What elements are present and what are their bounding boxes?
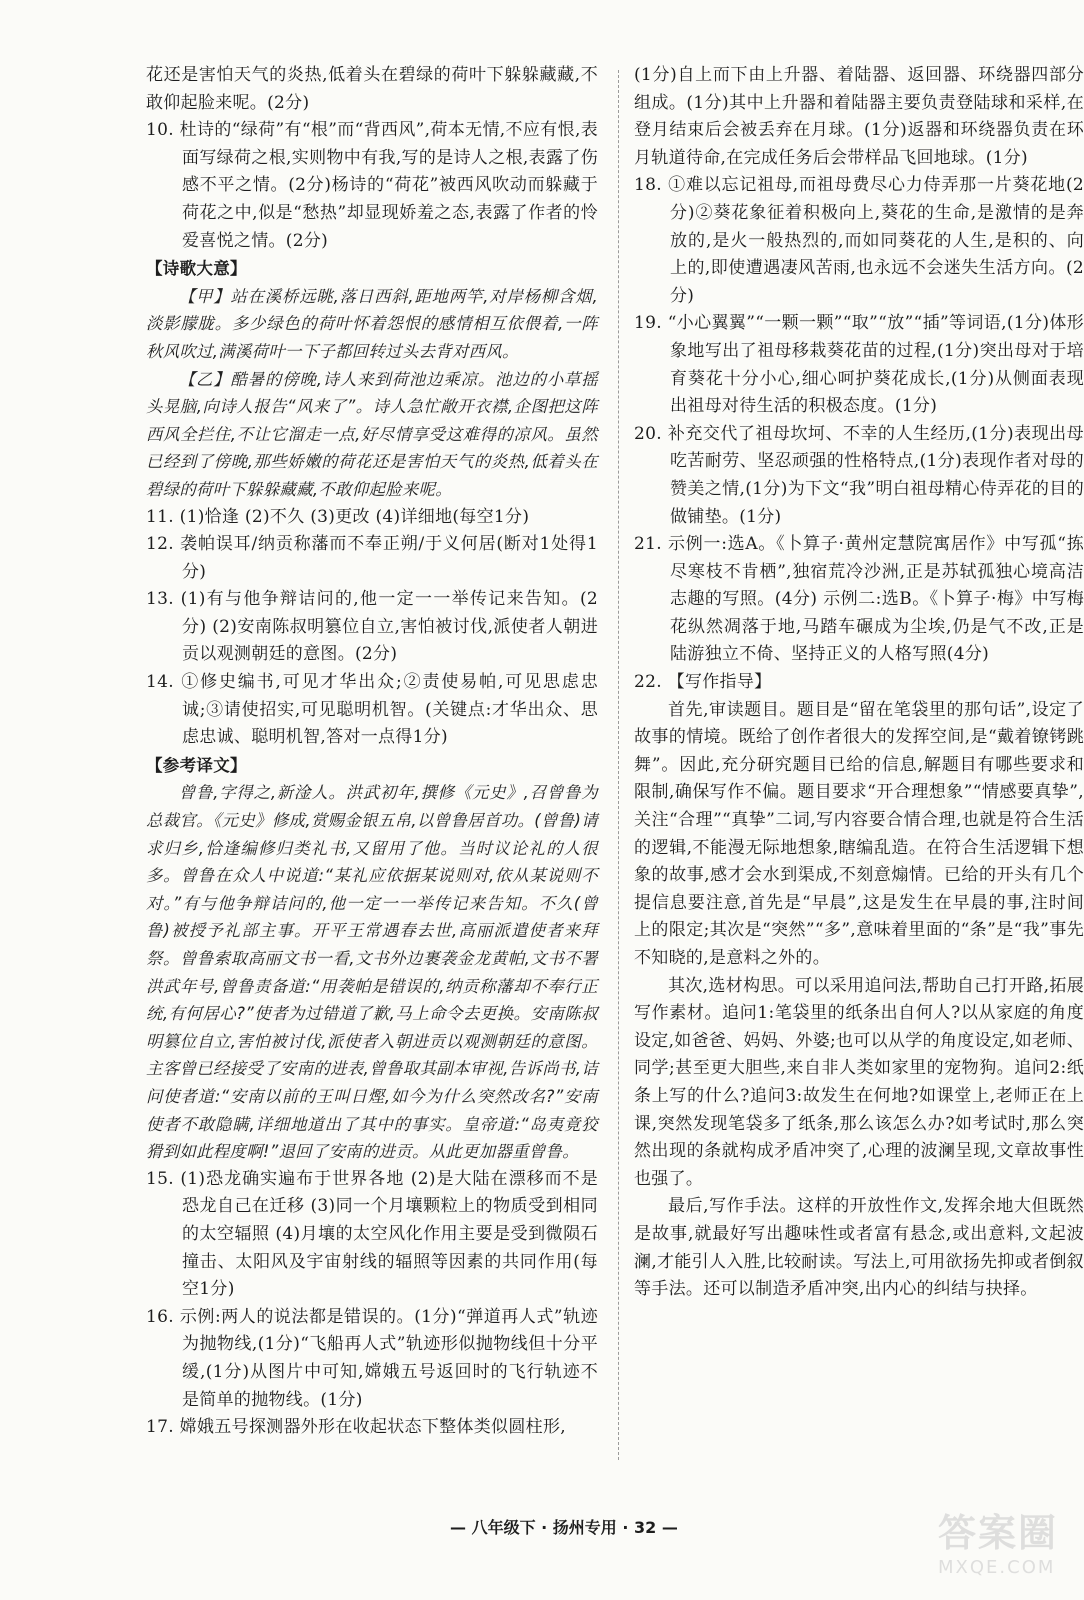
left-column bbox=[146, 62, 598, 1442]
left-column-item-1: 10. 杜诗的“绿荷”有“根”而“背西风”,荷本无情,不应有恨,表面写绿荷之根,实则物中有我,写的是诗人之根,表露了伤感不平之情。(2分)杨诗的“荷花”被西风吹动而躲藏于荷花之中,似是“愁热”却显现娇羞之态,表露了作者的怜爱喜悦之情。(2分) bbox=[146, 120, 598, 251]
right-column-item-2: 19. “小心翼翼”“一颗一颗”“取”“放”“插”等词语,(1分)体形象地写出了祖母移栽葵花苗的过程,(1分)突出母对于培育葵花十分小心,细心呵护葵花成长,(1分)从侧面表现出祖母对待生活的积极态度。(1分) bbox=[634, 313, 1084, 417]
right-column-item-1: 18. ①难以忘记祖母,而祖母费尽心力侍弄那一片葵花地(2分)②葵花象征着积极向上,葵花的生命,是激情的是奔放的,是火一般热烈的,而如同葵花的人生,是积的、向上的,即使遭遇凄风苦雨,也永远不会迷失生活方向。(2分) bbox=[634, 175, 1084, 306]
right-column-item-3: 20. 补充交代了祖母坎坷、不幸的人生经历,(1分)表现出母吃苦耐劳、坚忍顽强的性格特点,(1分)表现作者对母的赞美之情,(1分)为下文“我”明白祖母精心侍弄花的目的做铺垫。(1分) bbox=[634, 423, 1084, 527]
right-column bbox=[634, 62, 1084, 1304]
watermark-line2: MXQE.COM bbox=[938, 1557, 1056, 1578]
left-column-item-5: 11. (1)恰逢 (2)不久 (3)更改 (4)详细地(每空1分) bbox=[146, 506, 530, 527]
left-column-item-12: 16. 示例:两人的说法都是错误的。(1分)“弹道再人式”轨迹为抛物线,(1分)“飞船再人式”轨迹形似抛物线但十分平缓,(1分)从图片中可知,嫦娥五号返回时的飞行轨迹不是简单的抛物线。(1分) bbox=[146, 1306, 598, 1410]
left-column-heading-9: 【参考译文】 bbox=[146, 755, 247, 775]
right-column-item-5: 22. 【写作指导】 bbox=[634, 672, 772, 693]
page-footer: — 八年级下 · 扬州专用 · 32 — bbox=[450, 1518, 678, 1537]
left-column-cont-0: 花还是害怕天气的炎热,低着头在碧绿的荷叶下躲躲藏藏,不敢仰起脸来呢。(2分) bbox=[146, 65, 598, 113]
left-column-script-10: 曾鲁,字得之,新淦人。洪武初年,撰修《元史》,召曾鲁为总裁官。《元史》修成,赏赐金银五帛,以曾鲁居首功。(曾鲁)请求归乡,恰逢编修归类礼书,又留用了他。当时议论礼的人很多。曾鲁在众人中说道:“某礼应依据某说则对,依从某说则不对。”有与他争辩诘问的,他一定一一举传记来告知。不久(曾鲁)被授予礼部主事。开平王常遇春去世,高丽派遣使者来拜祭。曾鲁索取高丽文书一看,文书外边裹袭金龙黄帕,文书不署洪武年号,曾鲁责备道:“用袭帕是错误的,纳贡称藩却不奉行正统,有何居心?”使者为过错道了歉,马上命令去更换。安南陈叔明篡位自立,害怕被讨伐,派使者入朝进贡以观测朝廷的意图。主客曾已经接受了安南的进表,曾鲁取其副本审视,告诉尚书,诘问使者道:“安南以前的王叫日熞,如今为什么突然改名?”安南使者不敢隐瞒,详细地道出了其中的事实。皇帝道:“岛夷竟狡猾到如此程度啊!”退回了安南的进贡。从此更加器重曾鲁。 bbox=[146, 783, 598, 1162]
left-column-item-8: 14. ①修史编书,可见才华出众;②责使易帕,可见思虑忠诚;③请使招实,可见聪明机智。(关键点:才华出众、思虑忠诚、聪明机智,答对一点得1分) bbox=[146, 672, 598, 748]
left-column-heading-2: 【诗歌大意】 bbox=[146, 259, 247, 279]
right-column-indent-7: 其次,选材构思。可以采用追问法,帮助自己打开路,拓展写作素材。追问1:笔袋里的纸条出自何人?以从家庭的角度设定,如爸爸、妈妈、外婆;也可以从学的角度设定,如老师、同学;甚至更大胆些,来自非人类如家里的宠物狗。追问2:纸条上写的什么?追问3:故发生在何地?如课堂上,老师正在上课,突然发现笔袋多了纸条,那么该怎么办?如考试时,那么突然出现的条就构成矛盾冲突了,心理的波澜呈现,文章故事性也强了。 bbox=[634, 975, 1084, 1189]
left-column-item-6: 12. 袭帕误耳/纳贡称藩而不奉正朔/于义何居(断对1处得1分) bbox=[146, 534, 598, 582]
left-column-script-3: 【甲】站在溪桥远眺,落日西斜,距地两竿,对岸杨柳含烟,淡影朦胧。多少绿色的荷叶怀着怨恨的感情相互依偎着,一阵秋风吹过,满溪荷叶一下子都回转过头去背对西风。 bbox=[146, 286, 598, 361]
right-column-item-4: 21. 示例一:选A。《卜算子·黄州定慧院寓居作》中写孤“拣尽寒枝不肯栖”,独宿荒冷沙洲,正是苏轼孤独心境高洁志趣的写照。(4分) 示例二:选B。《卜算子·梅》中写梅花纵然凋落于地,马踏车碾成为尘埃,仍是气不改,正是陆游独立不倚、坚持正义的人格写照(4分) bbox=[634, 534, 1084, 665]
left-column-script-4: 【乙】酷暑的傍晚,诗人来到荷池边乘凉。池边的小草摇头晃脑,向诗人报告“风来了”。诗人急忙敞开衣襟,企图把这阵西风全拦住,不让它溜走一点,好尽情享受这难得的凉风。虽然已经到了傍晚,那些娇嫩的荷花还是害怕天气的炎热,低着头在碧绿的荷叶下躲躲藏藏,不敢仰起脸来呢。 bbox=[146, 369, 598, 499]
watermark-line1: 答案圈 bbox=[938, 1511, 1059, 1555]
watermark-logo bbox=[938, 1502, 1068, 1578]
left-column-item-13: 17. 嫦娥五号探测器外形在收起状态下整体类似圆柱形, bbox=[146, 1417, 566, 1438]
right-column-cont-0: (1分)自上而下由上升器、着陆器、返回器、环绕器四部分组成。(1分)其中上升器和着陆器主要负责登陆球和采样,在登月结束后会被丢弃在月球。(1分)返器和环绕器负责在环月轨道待命,在完成任务后会带样品飞回地球。(1分) bbox=[634, 65, 1084, 168]
right-column-indent-8: 最后,写作手法。这样的开放性作文,发挥余地大但既然是故事,就最好写出趣味性或者富有悬念,或出意料,文起波澜,才能引人入胜,比较耐读。写法上,可用欲扬先抑或者倒叙等手法。还可以制造矛盾冲突,出内心的纠结与抉择。 bbox=[634, 1196, 1084, 1300]
column-divider bbox=[618, 70, 619, 1460]
right-column-indent-6: 首先,审读题目。题目是“留在笔袋里的那句话”,设定了故事的情境。既给了创作者很大的发挥空间,是“戴着镣铐跳舞”。因此,充分研究题目已给的信息,解题目有哪些要求和限制,确保写作不偏。题目要求“开合理想象”“情感要真挚”,关注“合理”“真挚”二词,写内容要合情合理,也就是符合生活的逻辑,不能漫无际地想象,瞎编乱造。在符合生活逻辑下想象的故事,感才会水到渠成,不刻意煽情。已给的开头有几个提信息要注意,首先是“早晨”,这是发生在早晨的事,注时间上的限定;其次是“突然”“多”,意味着里面的“条”是“我”事先不知晓的,是意料之外的。 bbox=[634, 699, 1084, 968]
left-column-item-11: 15. (1)恐龙确实遍布于世界各地 (2)是大陆在漂移而不是恐龙自己在迁移 (3)同一个月壤颗粒上的物质受到相同的太空辐照 (4)月壤的太空风化作用主要是受到微陨石撞击、太阳风及宇宙射线的辐照等因素的共同作用(每空1分) bbox=[146, 1168, 598, 1300]
left-column-item-7: 13. (1)有与他争辩诘问的,他一定一一举传记来告知。(2分) (2)安南陈叔明篡位自立,害怕被讨伐,派使者人朝进贡以观测朝廷的意图。(2分) bbox=[146, 589, 598, 665]
